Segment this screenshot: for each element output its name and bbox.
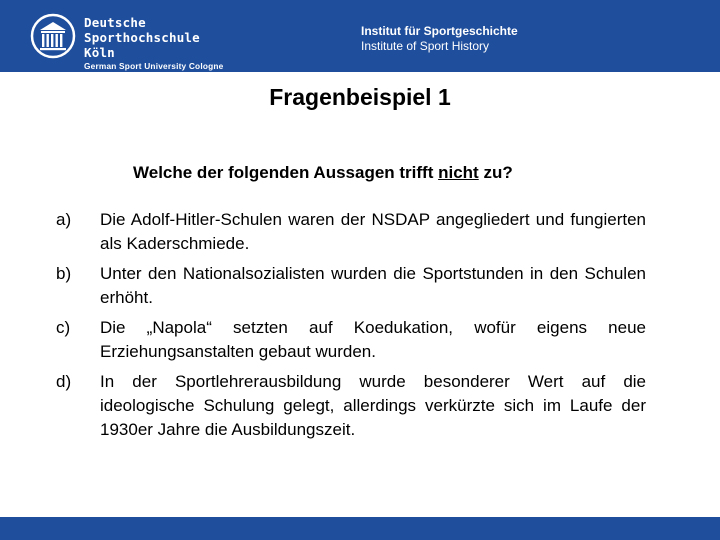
university-logo — [30, 13, 230, 71]
header-bar — [0, 0, 720, 72]
university-building-icon — [30, 13, 76, 59]
institute-name — [361, 24, 518, 54]
answer-option-a — [56, 208, 646, 256]
answer-option-c — [56, 316, 646, 364]
question-text — [133, 163, 513, 183]
logo-line-english: German Sport University Cologne — [84, 61, 224, 71]
answer-option-b — [56, 262, 646, 310]
question-text-start: Welche der folgenden Aussagen trifft — [133, 163, 439, 182]
answer-text: Die „Napola“ setzten auf Koedukation, wofür eigens neue Erziehungsanstalten gebaut wurden. — [100, 318, 646, 361]
answer-letter: b) — [56, 264, 72, 283]
question-text-end: zu? — [478, 163, 513, 182]
slide-title: Fragenbeispiel 1 — [269, 84, 451, 110]
logo-line-deutsche: Deutsche — [84, 15, 146, 30]
answer-letter: a) — [56, 210, 72, 229]
answer-text: Unter den Nationalsozialisten wurden die Sportstunden in den Schulen erhöht. — [100, 264, 646, 307]
logo-line-sporthochschule: Sporthochschule Köln — [84, 30, 200, 60]
answer-list — [56, 208, 646, 448]
answer-letter: d) — [56, 372, 72, 391]
footer-bar — [0, 517, 720, 540]
answer-text: Die Adolf-Hitler-Schulen waren der NSDAP angegliedert und fungierten als Kaderschmiede. — [100, 210, 646, 253]
question-emphasis: nicht — [438, 163, 479, 182]
institute-name-english: Institute of Sport History — [361, 39, 490, 53]
answer-letter: c) — [56, 318, 71, 337]
institute-name-german: Institut für Sportgeschichte — [361, 24, 518, 38]
answer-text: In der Sportlehrerausbildung wurde besonderer Wert auf die ideologische Schulung gelegt, allerdings verkürzte sich im Laufe der 1930er Jahre die Ausbildungszeit. — [100, 372, 646, 439]
logo-wordmark — [84, 15, 230, 72]
answer-option-d — [56, 370, 646, 442]
